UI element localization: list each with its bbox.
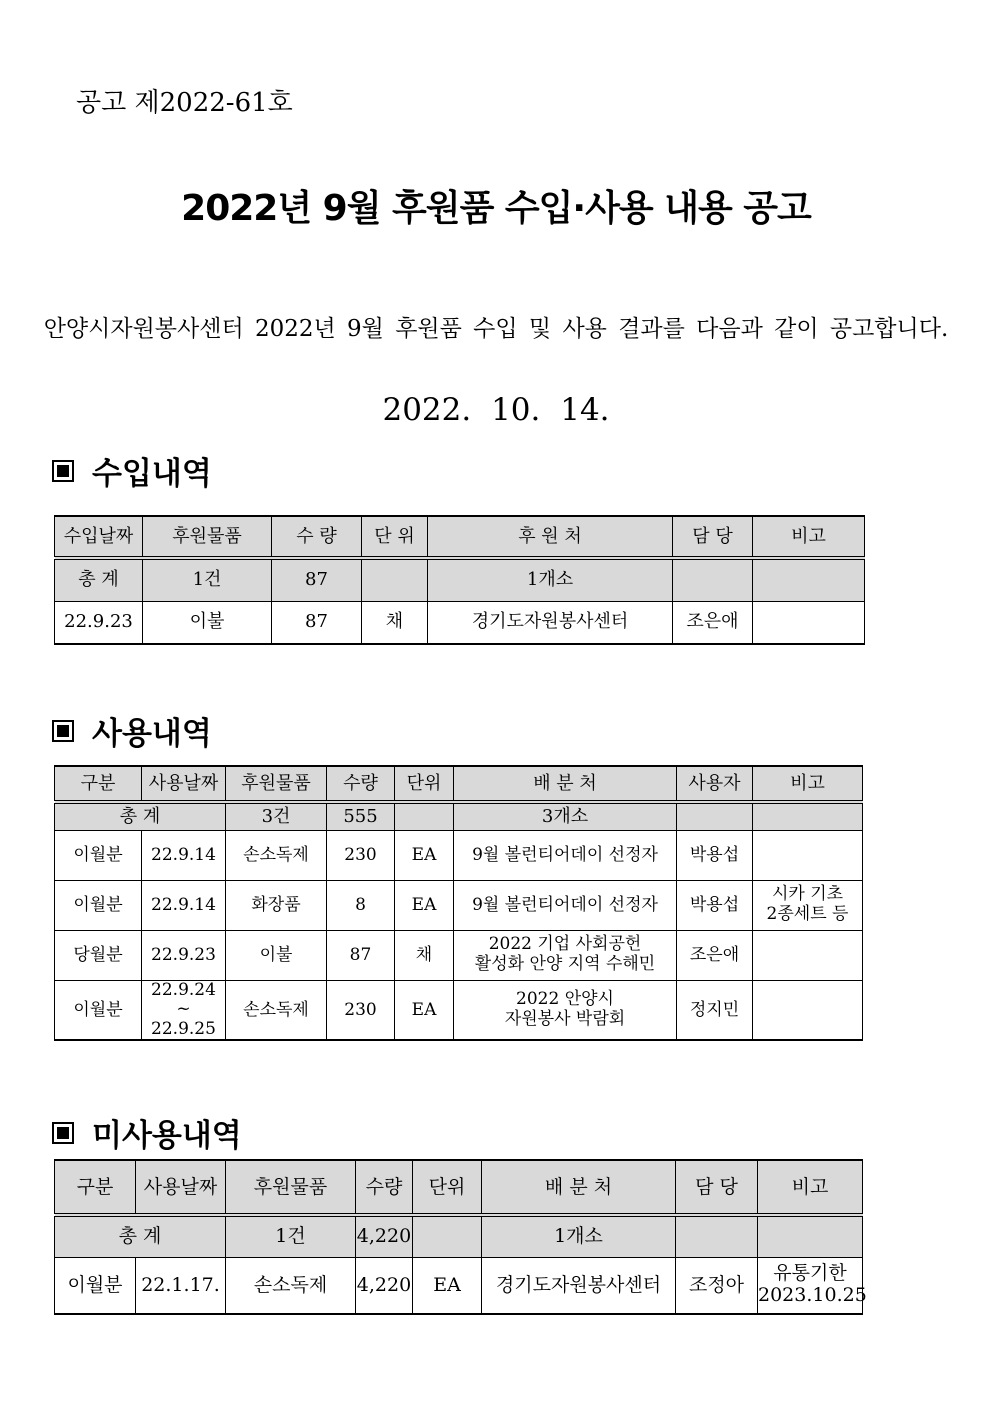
table-row — [55, 830, 863, 880]
header-cell: 사용날짜 — [142, 766, 226, 802]
table-cell — [753, 802, 863, 830]
table-cell: 230 — [327, 830, 395, 880]
table-cell: 230 — [327, 980, 395, 1040]
table-cell: 채 — [395, 930, 454, 980]
table-cell: 87 — [272, 558, 362, 601]
notice-number: 공고 제2022-61호 — [76, 88, 293, 118]
header-cell: 수량 — [327, 766, 395, 802]
table-cell — [673, 558, 753, 601]
table-cell: 경기도자원봉사센터 — [428, 601, 673, 644]
table-cell: 경기도자원봉사센터 — [482, 1257, 676, 1314]
total-row — [55, 1215, 863, 1257]
header-cell: 후원물품 — [226, 766, 327, 802]
table-cell: 시카 기초 2종세트 등 — [753, 880, 863, 930]
table-cell: 1개소 — [482, 1215, 676, 1257]
table-cell — [395, 802, 454, 830]
table-row — [55, 1257, 863, 1314]
table-cell: 2022 안양시 자원봉사 박람회 — [454, 980, 677, 1040]
total-row — [55, 558, 865, 601]
header-cell: 후원물품 — [143, 516, 272, 558]
table-cell: 1건 — [226, 1215, 356, 1257]
header-cell: 수 량 — [272, 516, 362, 558]
table-cell: 이불 — [226, 930, 327, 980]
header-cell: 비고 — [753, 516, 865, 558]
header-cell: 구분 — [55, 1160, 136, 1215]
table-cell: EA — [395, 830, 454, 880]
table-cell: 3개소 — [454, 802, 677, 830]
intro-text: 안양시자원봉사센터 2022년 9월 후원품 수입 및 사용 결과를 다음과 같이 공고합니다. — [43, 316, 949, 342]
table-cell: 이월분 — [55, 830, 142, 880]
table-cell: 9월 볼런티어데이 선정자 — [454, 830, 677, 880]
total-row — [55, 802, 863, 830]
header-cell: 사용자 — [677, 766, 753, 802]
table-cell — [753, 558, 865, 601]
header-cell: 비고 — [758, 1160, 863, 1215]
square-bullet-icon — [52, 720, 74, 742]
table-cell: 조정아 — [676, 1257, 758, 1314]
table-row — [55, 880, 863, 930]
table-cell: 22.9.14 — [142, 830, 226, 880]
table-cell: 유통기한 2023.10.25 — [758, 1257, 863, 1314]
table-cell: EA — [395, 980, 454, 1040]
header-cell: 사용날짜 — [136, 1160, 226, 1215]
table-cell: 이월분 — [55, 1257, 136, 1314]
table-cell: 손소독제 — [226, 1257, 356, 1314]
table-cell — [362, 558, 428, 601]
table-cell: 9월 볼런티어데이 선정자 — [454, 880, 677, 930]
header-cell: 단 위 — [362, 516, 428, 558]
unused-heading-label: 미사용내역 — [92, 1118, 242, 1154]
table-cell — [413, 1215, 482, 1257]
table-cell: 이불 — [143, 601, 272, 644]
table-cell — [753, 930, 863, 980]
header-cell: 단위 — [395, 766, 454, 802]
table-cell: 화장품 — [226, 880, 327, 930]
table-cell: 555 — [327, 802, 395, 830]
header-cell: 후 원 처 — [428, 516, 673, 558]
header-cell: 비고 — [753, 766, 863, 802]
table-cell: 22.1.17. — [136, 1257, 226, 1314]
header-cell: 구분 — [55, 766, 142, 802]
table-cell — [753, 980, 863, 1040]
income-heading-label: 수입내역 — [92, 456, 212, 492]
income-section-heading — [52, 448, 212, 493]
table-cell: 당월분 — [55, 930, 142, 980]
table-cell: 8 — [327, 880, 395, 930]
table-cell: 이월분 — [55, 980, 142, 1040]
usage-section-heading — [52, 708, 212, 753]
table-cell: 87 — [327, 930, 395, 980]
income-table — [54, 515, 865, 645]
table-cell — [677, 802, 753, 830]
table-cell: 조은애 — [673, 601, 753, 644]
table-cell: 4,220 — [356, 1257, 413, 1314]
header-cell: 후원물품 — [226, 1160, 356, 1215]
table-cell: 22.9.23 — [142, 930, 226, 980]
table-cell: 3건 — [226, 802, 327, 830]
table-cell: 손소독제 — [226, 980, 327, 1040]
table-cell — [758, 1215, 863, 1257]
table-cell: 22.9.14 — [142, 880, 226, 930]
unused-section-heading — [52, 1110, 242, 1155]
table-cell — [753, 601, 865, 644]
table-cell: 박용섭 — [677, 880, 753, 930]
table-cell: 4,220 — [356, 1215, 413, 1257]
table-row — [55, 930, 863, 980]
usage-heading-label: 사용내역 — [92, 716, 212, 752]
usage-table — [54, 765, 863, 1041]
header-cell: 담 당 — [673, 516, 753, 558]
square-bullet-icon — [52, 1122, 74, 1144]
table-row — [55, 980, 863, 1040]
table-cell — [753, 830, 863, 880]
header-cell: 배 분 처 — [482, 1160, 676, 1215]
table-cell: 손소독제 — [226, 830, 327, 880]
table-cell: 1건 — [143, 558, 272, 601]
table-cell: 2022 기업 사회공헌 활성화 안양 지역 수해민 — [454, 930, 677, 980]
table-cell: 채 — [362, 601, 428, 644]
table-cell: 총 계 — [55, 558, 143, 601]
table-cell: 이월분 — [55, 880, 142, 930]
table-cell: 22.9.23 — [55, 601, 143, 644]
table-cell: EA — [413, 1257, 482, 1314]
notice-date: 2022. 10. 14. — [382, 392, 610, 428]
square-bullet-icon — [52, 460, 74, 482]
page-title: 2022년 9월 후원품 수입·사용 내용 공고 — [181, 188, 811, 229]
table-cell: 87 — [272, 601, 362, 644]
table-cell: 총 계 — [55, 1215, 226, 1257]
table-cell: 22.9.24 ~ 22.9.25 — [142, 980, 226, 1040]
header-cell: 수량 — [356, 1160, 413, 1215]
table-cell: EA — [395, 880, 454, 930]
table-cell — [676, 1215, 758, 1257]
header-cell: 배 분 처 — [454, 766, 677, 802]
header-cell: 단위 — [413, 1160, 482, 1215]
table-cell: 정지민 — [677, 980, 753, 1040]
table-cell: 1개소 — [428, 558, 673, 601]
table-cell: 박용섭 — [677, 830, 753, 880]
header-cell: 담 당 — [676, 1160, 758, 1215]
table-cell: 총 계 — [55, 802, 226, 830]
header-cell: 수입날짜 — [55, 516, 143, 558]
table-row — [55, 601, 865, 644]
unused-table — [54, 1159, 867, 1315]
table-cell: 조은애 — [677, 930, 753, 980]
